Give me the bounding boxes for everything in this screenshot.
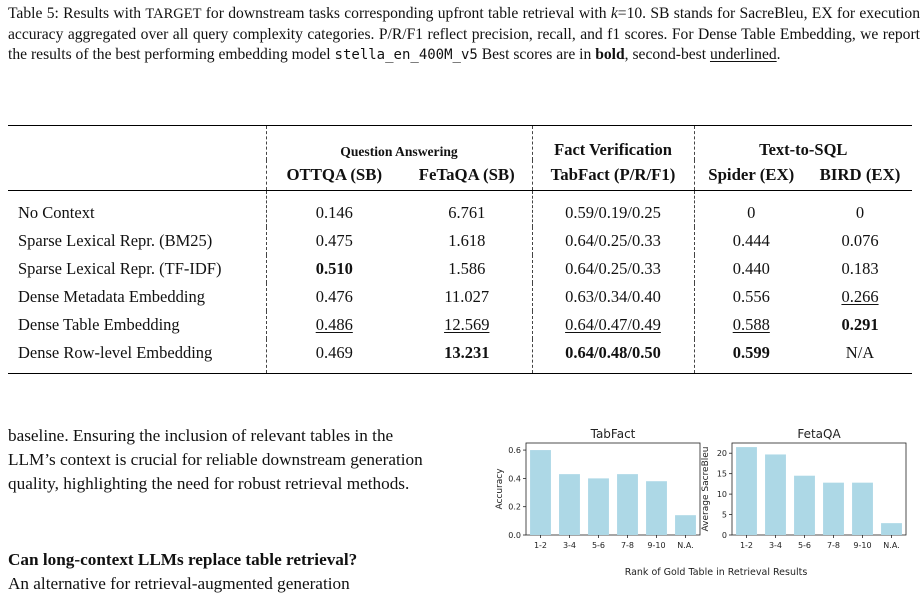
column-header-bird: BIRD (EX) <box>819 165 901 184</box>
method-name-cell: Sparse Lexical Repr. (BM25) <box>8 227 266 255</box>
caption-bold-word: bold <box>595 46 625 64</box>
score-cell <box>402 311 532 339</box>
caption-underlined-word: underlined <box>709 46 777 64</box>
score-value: 6.761 <box>448 203 486 222</box>
best-score: 0.64/0.48/0.50 <box>565 343 661 362</box>
group-header-question-answering: Question Answering <box>266 126 532 161</box>
score-cell <box>808 283 912 311</box>
x-tick-label: 9-10 <box>647 541 666 550</box>
score-cell <box>266 339 402 374</box>
score-cell <box>808 227 912 255</box>
score-cell <box>402 227 532 255</box>
caption-text: for downstream tasks corresponding upfront table retrieval with <box>201 5 611 22</box>
score-value: 0.183 <box>841 259 879 278</box>
y-axis-label: Average SacreBleu <box>701 446 711 532</box>
score-cell <box>266 227 402 255</box>
table-row <box>8 311 912 339</box>
y-tick-label: 0.6 <box>508 446 521 456</box>
y-tick-label: 20 <box>716 449 727 459</box>
table-row <box>8 339 912 374</box>
method-name-cell: Sparse Lexical Repr. (TF-IDF) <box>8 255 266 283</box>
score-cell <box>694 311 808 339</box>
section-heading: Can long-context LLMs replace table retrieval? <box>8 550 358 569</box>
table-row <box>8 227 912 255</box>
bar <box>675 515 696 535</box>
caption-k-variable: k <box>610 5 618 22</box>
method-name-cell: No Context <box>8 191 266 228</box>
x-tick-label: 3-4 <box>768 541 783 550</box>
score-value: 1.586 <box>448 259 486 278</box>
score-value: 0.469 <box>315 343 353 362</box>
chart-title: TabFact <box>590 427 636 441</box>
column-header-row <box>8 160 912 191</box>
x-tick-label: 7-8 <box>826 541 841 550</box>
y-tick-label: 10 <box>716 490 727 500</box>
score-cell <box>532 311 694 339</box>
bar-charts-svg <box>470 418 920 608</box>
score-value: 0.63/0.34/0.40 <box>565 287 661 306</box>
x-tick-label: N.A. <box>883 541 900 550</box>
y-tick-label: 0.4 <box>508 474 521 484</box>
x-tick-label: 1-2 <box>533 541 548 550</box>
table-caption <box>8 4 920 66</box>
chart-title: FetaQA <box>797 427 841 441</box>
column-header-spider: Spider (EX) <box>708 165 795 184</box>
bar <box>736 447 757 535</box>
score-value: 11.027 <box>444 287 490 306</box>
method-name-cell: Dense Table Embedding <box>8 311 266 339</box>
bar <box>588 478 609 535</box>
score-value: N/A <box>845 343 875 362</box>
header-empty <box>8 160 266 191</box>
results-table <box>8 125 912 374</box>
score-value: 0.476 <box>315 287 353 306</box>
x-tick-label: 5-6 <box>797 541 812 550</box>
second-best-score: 12.569 <box>444 315 490 334</box>
score-cell <box>694 255 808 283</box>
best-score: 0.510 <box>315 259 353 278</box>
figure-rank-bar-charts <box>470 418 920 608</box>
x-tick-label: 5-6 <box>591 541 606 550</box>
x-tick-label: 9-10 <box>853 541 872 550</box>
caption-text: =10. SB stands for SacreBleu, EX for execution accuracy aggregated over all query complexity categories. P/R/F1 reflect precision, recall, and f1 scores. For Dense Table Embedding, we report the results of the best performing embedding model <box>8 5 920 64</box>
x-tick-label: 3-4 <box>562 541 577 550</box>
score-value: 0 <box>855 203 865 222</box>
x-tick-label: 7-8 <box>620 541 635 550</box>
score-value: 0.475 <box>315 231 353 250</box>
y-tick-label: 5 <box>721 510 727 520</box>
bar <box>765 454 786 535</box>
caption-text: Table 5: Results with <box>8 5 146 22</box>
y-tick-label: 0.0 <box>508 531 521 540</box>
group-header-text-to-sql: Text-to-SQL <box>759 140 848 159</box>
second-best-score: 0.266 <box>841 287 879 306</box>
method-name-cell: Dense Row-level Embedding <box>8 339 266 374</box>
y-axis-label: Accuracy <box>495 468 505 510</box>
score-cell <box>266 191 402 228</box>
bar <box>617 474 638 535</box>
best-score: 0.291 <box>841 315 879 334</box>
bar <box>852 483 873 535</box>
score-value: 0.59/0.19/0.25 <box>565 203 661 222</box>
score-cell <box>808 339 912 374</box>
column-header-ottqa: OTTQA (SB) <box>286 165 383 184</box>
score-cell <box>402 283 532 311</box>
score-value: 0.076 <box>841 231 879 250</box>
score-cell <box>266 283 402 311</box>
score-cell <box>402 191 532 228</box>
header-empty <box>8 126 266 161</box>
score-value: 0.64/0.25/0.33 <box>565 259 661 278</box>
second-best-score: 0.64/0.47/0.49 <box>565 315 661 334</box>
body-paragraph: baseline. Ensuring the inclusion of relevant tables in the LLM’s context is crucial for reliable downstream generation quality, highlighting the need for robust retrieval methods. <box>8 426 423 493</box>
score-cell <box>808 255 912 283</box>
bar <box>530 450 551 535</box>
caption-target-name: TARGET <box>145 6 202 22</box>
y-tick-label: 0 <box>721 531 727 540</box>
score-cell <box>532 191 694 228</box>
score-value: 0.556 <box>732 287 770 306</box>
score-cell <box>694 227 808 255</box>
score-value: 0.146 <box>315 203 353 222</box>
bar <box>646 481 667 535</box>
results-table-container <box>8 125 912 374</box>
caption-text: Best scores are in <box>477 46 596 64</box>
score-value: 1.618 <box>448 231 486 250</box>
table-row <box>8 255 912 283</box>
score-value: 0 <box>747 203 756 222</box>
bar <box>559 474 580 535</box>
best-score: 13.231 <box>444 343 490 362</box>
score-value: 0.64/0.25/0.33 <box>565 231 661 250</box>
score-cell <box>266 255 402 283</box>
table-row <box>8 283 912 311</box>
group-header-fact-verification: Fact Verification <box>532 126 694 161</box>
x-tick-label: N.A. <box>677 541 694 550</box>
score-cell <box>694 191 808 228</box>
table-row <box>8 191 912 228</box>
results-table-body <box>8 191 912 374</box>
score-cell <box>808 191 912 228</box>
body-paragraph: An alternative for retrieval-augmented generation <box>8 574 350 593</box>
column-header-tabfact: TabFact (P/R/F1) <box>532 160 694 191</box>
score-cell <box>532 227 694 255</box>
score-cell <box>402 255 532 283</box>
score-value: 0.444 <box>732 231 770 250</box>
score-cell <box>532 339 694 374</box>
column-header-fetaqa: FeTaQA (SB) <box>402 160 532 191</box>
caption-model-name: stella_en_400M_v5 <box>334 47 478 64</box>
score-cell <box>532 255 694 283</box>
score-value: 0.440 <box>732 259 770 278</box>
plot-frame <box>732 443 906 535</box>
score-cell <box>266 311 402 339</box>
score-cell <box>532 283 694 311</box>
second-best-score: 0.588 <box>732 315 770 334</box>
second-best-score: 0.486 <box>315 315 353 334</box>
y-tick-label: 0.2 <box>508 502 521 512</box>
body-section <box>8 548 444 596</box>
x-tick-label: 1-2 <box>739 541 754 550</box>
score-cell <box>694 283 808 311</box>
method-name-cell: Dense Metadata Embedding <box>8 283 266 311</box>
shared-x-axis-label: Rank of Gold Table in Retrieval Results <box>624 567 808 578</box>
bar <box>881 523 902 535</box>
best-score: 0.599 <box>732 343 770 362</box>
plot-frame <box>526 443 700 535</box>
caption-text: . <box>776 46 781 64</box>
score-cell <box>402 339 532 374</box>
caption-text: , second-best <box>624 46 710 64</box>
bar <box>794 476 815 535</box>
bar <box>823 483 844 535</box>
score-cell <box>808 311 912 339</box>
score-cell <box>694 339 808 374</box>
y-tick-label: 15 <box>716 469 727 479</box>
